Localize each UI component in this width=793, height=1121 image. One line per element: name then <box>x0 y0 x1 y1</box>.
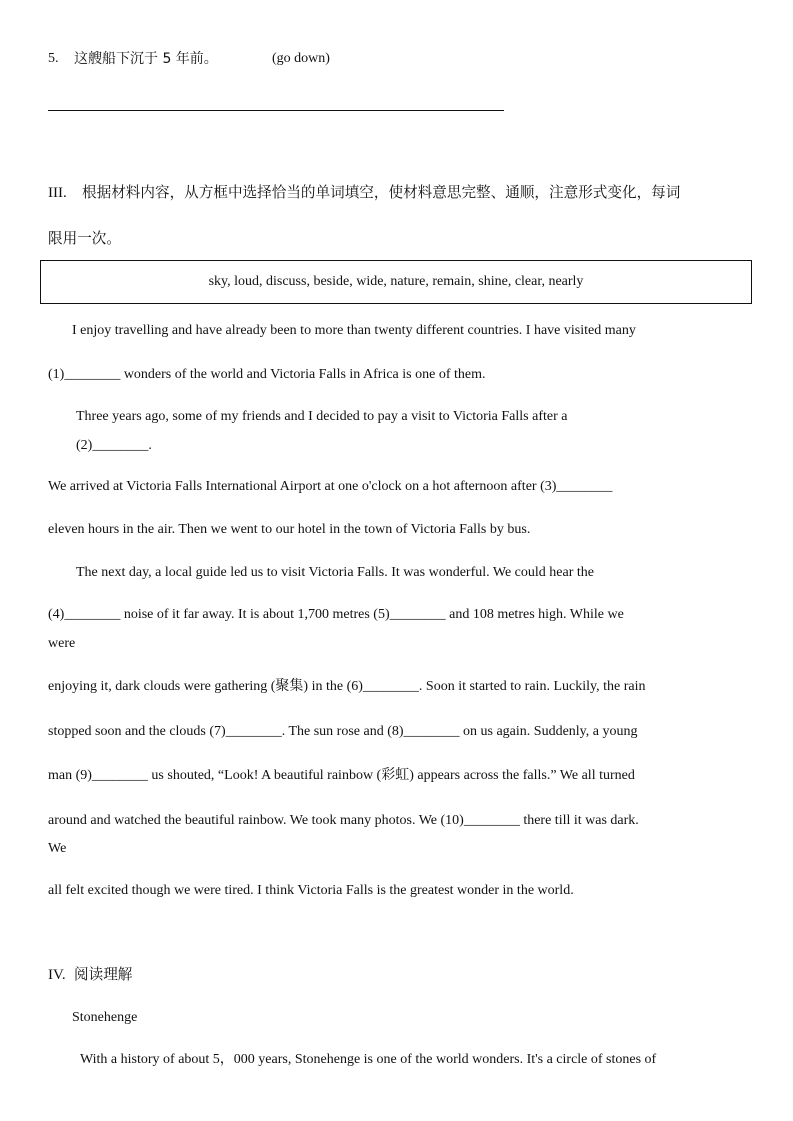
passage-line-9: were <box>48 636 76 651</box>
passage-line-12: man (9)________ us shouted, “Look! A beautiful rainbow (彩虹) appears across the falls.” We all turned <box>48 768 635 783</box>
answer-line <box>48 110 504 111</box>
q5-hint: (go down) <box>272 51 330 66</box>
section-4-first-line: With a history of about 5，000 years, Stonehenge is one of the world wonders. It's a circle of stones of <box>80 1052 657 1067</box>
passage-line-13: around and watched the beautiful rainbow. We took many photos. We (10)________ there till it was dark. <box>48 813 639 828</box>
passage-line-5: We arrived at Victoria Falls International Airport at one o'clock on a hot afternoon after (3)________ <box>48 479 613 494</box>
section-3-instruction-line2: 限用一次。 <box>48 230 121 247</box>
section-3-number: III. <box>48 185 67 201</box>
word-bank-text: sky, loud, discuss, beside, wide, nature, remain, shine, clear, nearly <box>208 274 584 289</box>
passage-line-7: The next day, a local guide led us to visit Victoria Falls. It was wonderful. We could hear the <box>76 565 594 580</box>
q5-chinese-sentence: 这艘船下沉于 5 年前。 <box>74 51 218 67</box>
section-4-title: 阅读理解 <box>74 966 133 983</box>
passage-line-6: eleven hours in the air. Then we went to our hotel in the town of Victoria Falls by bus. <box>48 522 531 537</box>
passage-line-1: I enjoy travelling and have already been to more than twenty different countries. I have visited many <box>72 323 636 338</box>
passage-line-14: We <box>48 841 67 856</box>
passage-line-10: enjoying it, dark clouds were gathering (聚集) in the (6)________. Soon it started to rain. Luckily, the rain <box>48 679 646 694</box>
passage-title: Stonehenge <box>72 1010 138 1025</box>
section-3-instruction-line1: 根据材料内容，从方框中选择恰当的单词填空，使材料意思完整、通顺，注意形式变化，每词 <box>82 184 681 201</box>
passage-line-15: all felt excited though we were tired. I think Victoria Falls is the greatest wonder in the world. <box>48 883 574 898</box>
passage-line-8: (4)________ noise of it far away. It is about 1,700 metres (5)________ and 108 metres high. While we <box>48 607 624 622</box>
passage-line-11: stopped soon and the clouds (7)________. The sun rose and (8)________ on us again. Suddenly, a young <box>48 724 638 739</box>
passage-line-3: Three years ago, some of my friends and I decided to pay a visit to Victoria Falls after a <box>76 409 568 424</box>
passage-line-4: (2)________. <box>76 438 152 453</box>
q5-number: 5. <box>48 51 59 66</box>
passage-line-2: (1)________ wonders of the world and Victoria Falls in Africa is one of them. <box>48 367 486 382</box>
word-bank-box <box>40 260 752 304</box>
section-4-number: IV. <box>48 967 66 983</box>
